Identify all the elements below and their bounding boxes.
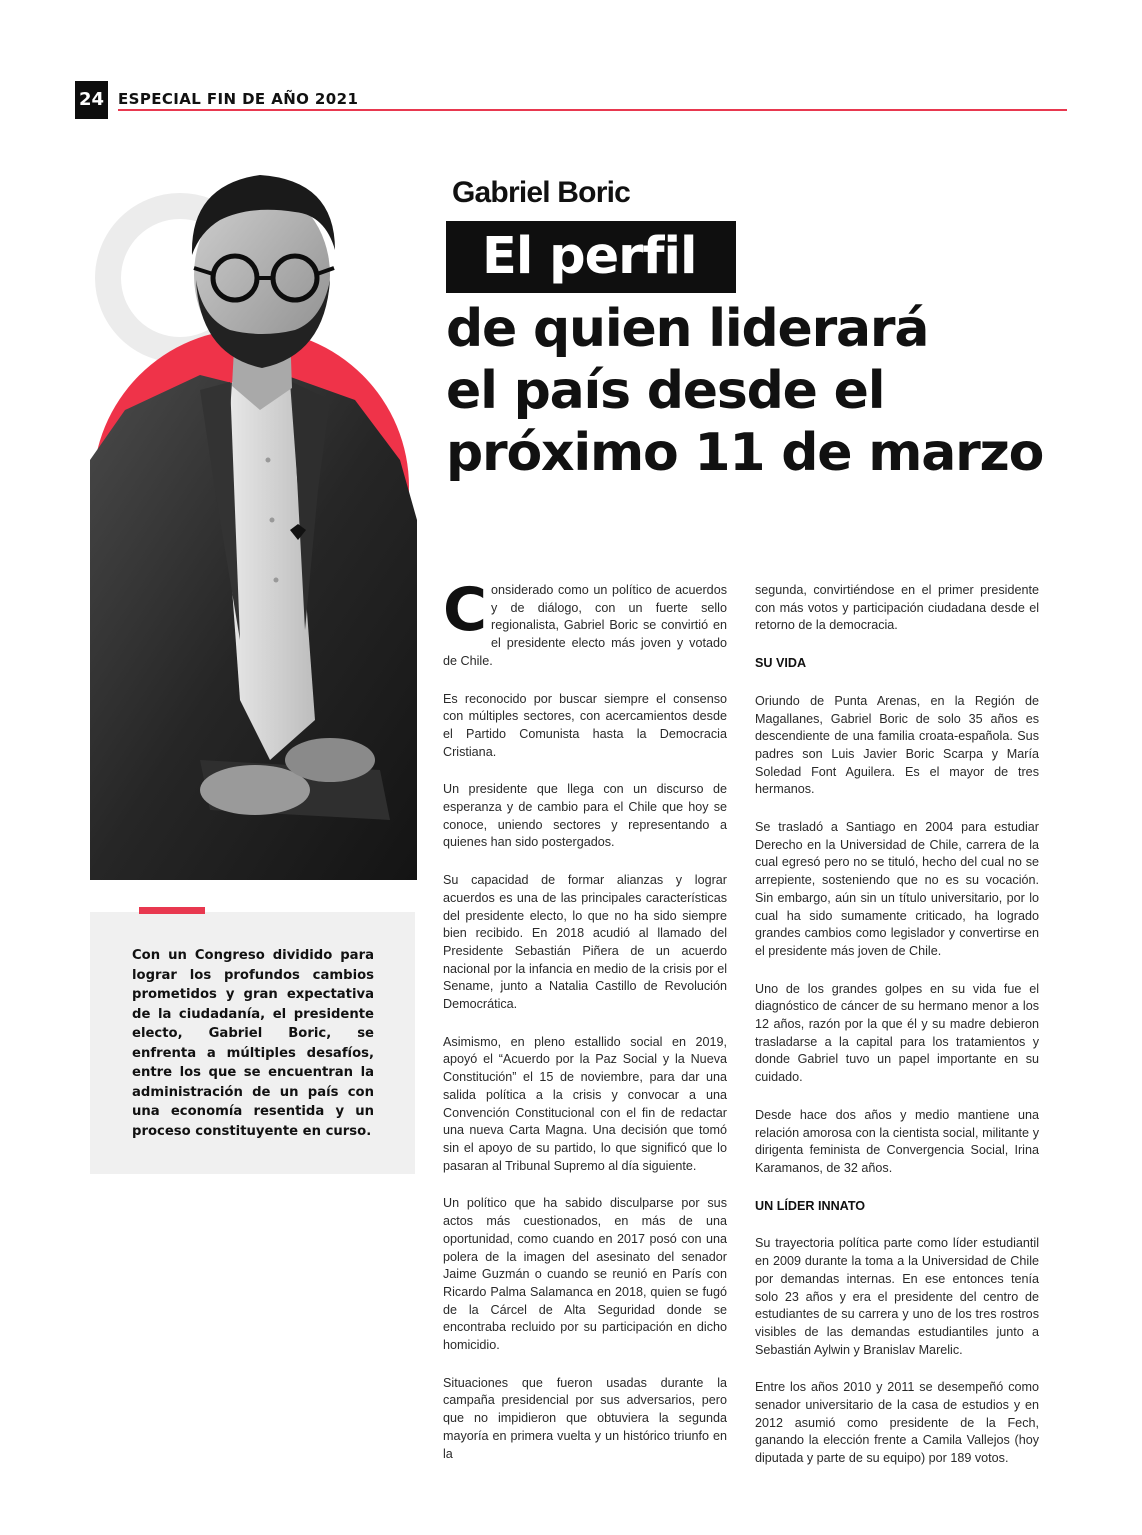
headline-line: próximo 11 de marzo: [446, 423, 1044, 483]
section-heading: UN LÍDER INNATO: [755, 1198, 866, 1213]
body-column-2: [755, 582, 1039, 1488]
body-paragraph: Oriundo de Punta Arenas, en la Región de Magallanes, Gabriel Boric de solo 35 años es descendiente de una familia croata-española. Sus padres son Luis Javier Boric Scarpa y María Soledad Font Aguilera. Es el mayor de tres hermanos.: [755, 693, 1039, 797]
body-paragraph: Un presidente que llega con un discurso de esperanza y de cambio para el Chile que hoy se conoce, uniendo sectores y representando a quienes han sido postergados.: [443, 782, 727, 850]
page-header: [75, 81, 1067, 119]
body-paragraph: Desde hace dos años y medio mantiene una relación amorosa con la cientista social, militante y dirigenta feminista de Convergencia Social, Irina Karamanos, de 32 años.: [755, 1107, 1039, 1175]
body-paragraph: Un político que ha sabido disculparse por sus actos más cuestionados, en más de una oportunidad, como cuando en 2017 posó con una polera de la imagen del asesinato del senador Jaime Guzmán o cuando se reunió en París con Ricardo Palma Salamanca en 2018, quien se fugó de la Cárcel de Alta Seguridad donde se encontraba recluido por su participación en dicho homicidio.: [443, 1196, 727, 1353]
body-paragraph: Su trayectoria política parte como líder estudiantil en 2009 durante la toma a la Universidad de Chile por demandas internas. En ese entonces tenía solo 23 años y era el presidente del centro de estudiantes de su carrera y uno de los tres rostros visibles de las demandas estudiantiles junto a Sebastián Aylwin y Branislav Marelic.: [755, 1236, 1039, 1357]
drop-cap: C: [443, 575, 488, 645]
body-paragraph: Es reconocido por buscar siempre el consenso con múltiples sectores, con acercamientos desde el Partido Comunista hasta la Democracia Cristiana.: [443, 691, 727, 759]
body-paragraph: Asimismo, en pleno estallido social en 2019, apoyó el “Acuerdo por la Paz Social y la Nueva Constitución” el 15 de noviembre, para dar una salida política a la crisis y convocar a una Convención Constitucional con el fin de redactar una nueva Carta Magna. Una decisión que tomó sin el apoyo de su partido, lo que significó que lo pasaran al Tribunal Supremo al día siguiente.: [443, 1034, 727, 1173]
pull-quote: Con un Congreso dividido para lograr los profundos cambios prometidos y gran expectativa de la ciudadanía, el presidente electo, Gabriel Boric, se enfrenta a múltiples desafíos, entre los que se encuentran la administración de un país con una economía resentida y un proceso constituyente en curso.: [132, 948, 374, 1139]
body-paragraph: Su capacidad de formar alianzas y lograr acuerdos es una de las principales características del presidente electo, lo que no ha sido siempre bien recibido. En 2018 acudió al llamado del Presidente Sebastián Piñera de un acuerdo nacional por la infancia en medio de la crisis por el Sename, junto a Natalia Castillo de Revolución Democrática.: [443, 873, 727, 1012]
header-rule: [118, 109, 1067, 111]
portrait-photo: [90, 160, 417, 880]
body-column-1: [443, 575, 727, 1483]
body-paragraph: Se trasladó a Santiago en 2004 para estudiar Derecho en la Universidad de Chile, carrera de la cual egresó pero no se tituló, hecho del cual no se arrepiente, sosteniendo que no es su vocación. Sin embargo, aún sin un título universitario, por lo cual ha sido sumamente criticado, ha logrado grandes cambios como legislador y convertirse en el presidente más joven de Chile.: [755, 820, 1039, 958]
body-paragraph: segunda, convirtiéndose en el primer presidente con más votos y participación ciudadana desde el retorno de la democracia.: [755, 583, 1039, 633]
lead-text: onsiderado como un político de acuerdos y de diálogo, con un fuerte sello regionalista, Gabriel Boric se convirtió en el presidente electo más joven y votado de Chile.: [443, 583, 727, 668]
body-paragraph: Uno de los grandes golpes en su vida fue el diagnóstico de cáncer de su hermano menor a los 12 años, razón por la que él y su madre debieron trasladarse a la capital para los tratamientos y donde Gabriel tuvo un papel importante en su cuidado.: [755, 981, 1039, 1085]
body-paragraph: Situaciones que fueron usadas durante la campaña presidencial por sus adversarios, pero que no impidieron que obtuviera la segunda mayoría en primera vuelta y un histórico triunfo en la: [443, 1375, 727, 1461]
article-kicker: Gabriel Boric: [452, 176, 630, 209]
headline-line: el país desde el: [446, 361, 885, 421]
body-paragraph: Entre los años 2010 y 2011 se desempeñó como senador universitario de la casa de estudios y en 2012 asumió como presidente de la Fech, ganando la elección frente a Camila Vallejos (hoy diputada y parte de su equipo) por 189 votos.: [755, 1380, 1039, 1466]
headline-boxed-text: El perfil: [482, 227, 697, 286]
section-heading: SU VIDA: [755, 656, 807, 671]
pull-quote-accent: [139, 907, 205, 914]
page-number: 24: [75, 81, 108, 119]
section-label: ESPECIAL FIN DE AÑO 2021: [118, 90, 359, 108]
lead-paragraph: [443, 575, 727, 671]
headline-line: de quien liderará: [446, 299, 929, 359]
